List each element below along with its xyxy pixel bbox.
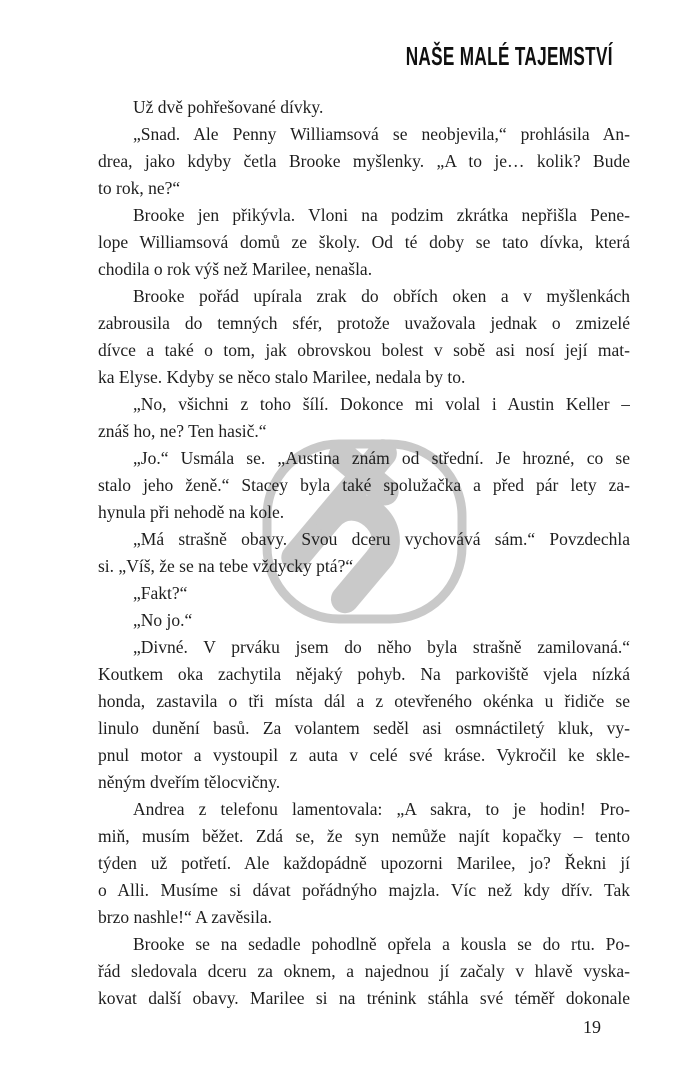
running-head-title: NAŠE MALÉ TAJEMSTVÍ [405,41,613,71]
text-line: Brooke se na sedadle pohodlně opřela a kousla se do rtu. Po- [133,934,630,954]
text-line: řád sledovala dceru za oknem, a najednou jí začaly v hlavě vyska- [98,961,630,981]
page-number: 19 [583,1017,601,1037]
text-line: brzo nashle!“ A zavěsila. [98,907,272,927]
text-line: „Má strašně obavy. Svou dceru vychovává sám.“ Povzdechla [133,529,630,549]
text-line: „Snad. Ale Penny Williamsová se neobjevila,“ prohlásila An- [133,124,630,144]
text-line: hynula při nehodě na kole. [98,502,285,522]
text-line: kovat další obavy. Marilee si na trénink stáhla své téměř dokonale [98,988,630,1008]
text-line: „Fakt?“ [133,583,188,603]
text-line: týden už potřetí. Ale každopádně upozorni Marilee, jo? Řekni jí [98,853,630,873]
text-line: dívce a také o tom, jak obrovskou bolest v sobě asi nosí její mat- [98,340,630,360]
text-line: o Alli. Musíme si dávat pořádnýho majzla. Víc než kdy dřív. Tak [98,880,630,900]
text-line: to rok, ne?“ [98,178,181,198]
text-line: lope Williamsová domů ze školy. Od té doby se tato dívka, která [98,232,630,252]
text-line: Andrea z telefonu lamentovala: „A sakra, to je hodin! Pro- [133,799,630,819]
text-line: si. „Víš, že se na tebe vždycky ptá?“ [98,556,354,576]
text-line: ka Elyse. Kdyby se něco stalo Marilee, nedala by to. [98,367,466,387]
text-line: zabrousila do temných sfér, protože uvažovala jednak o zmizelé [98,313,630,333]
text-line: drea, jako kdyby četla Brooke myšlenky. „A to je… kolik? Bude [98,151,630,171]
text-line: Koutkem oka zachytila nějaký pohyb. Na parkoviště vjela nízká [98,664,630,684]
text-line: chodila o rok výš než Marilee, nenašla. [98,259,373,279]
text-line: miň, musím běžet. Zdá se, že syn nemůže najít kopačky – tento [98,826,630,846]
body-text [98,94,630,1012]
text-line: stalo jeho ženě.“ Stacey byla také spolužačka a před pár lety za- [98,475,630,495]
text-line: „No jo.“ [133,610,193,630]
text-line: Brooke jen přikývla. Vloni na podzim zkrátka nepřišla Pene- [133,205,630,225]
text-line: Brooke pořád upírala zrak do obřích oken a v myšlenkách [133,286,630,306]
text-line: pnul motor a vystoupil z auta v celé své kráse. Vykročil ke skle- [98,745,630,765]
text-line: Už dvě pohřešované dívky. [133,97,324,117]
text-line: „No, všichni z toho šílí. Dokonce mi volal i Austin Keller – [133,394,630,414]
text-line: honda, zastavila o tři místa dál a z otevřeného okénka u řidiče se [98,691,630,711]
text-line: znáš ho, ne? Ten hasič.“ [98,421,267,441]
text-line: něným dveřím tělocvičny. [98,772,281,792]
text-line: „Divné. V prváku jsem do něho byla strašně zamilovaná.“ [133,637,630,657]
text-line: „Jo.“ Usmála se. „Austina znám od střední. Je hrozné, co se [133,448,630,468]
text-line: linulo dunění basů. Za volantem seděl asi osmnáctiletý kluk, vy- [98,718,630,738]
